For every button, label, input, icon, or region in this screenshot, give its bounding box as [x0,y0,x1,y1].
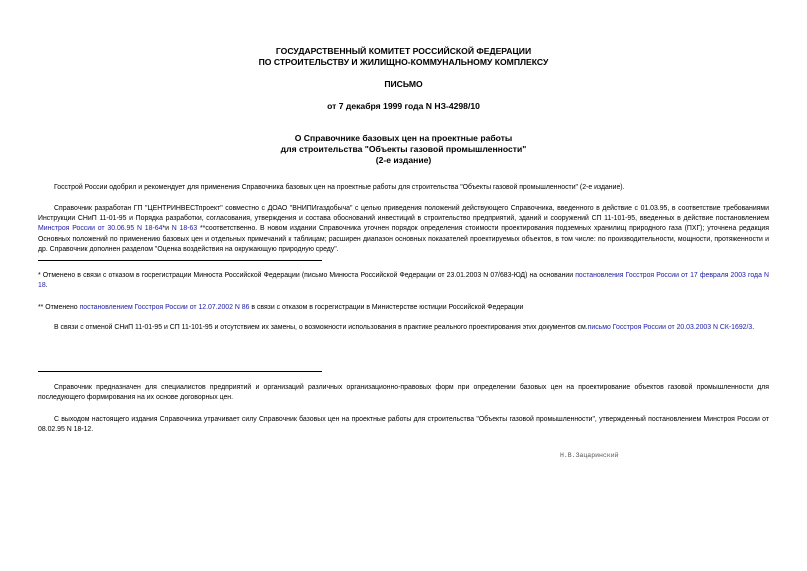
subject-line3: (2-е издание) [375,155,432,165]
link-minstroy-18-64[interactable]: Минстроя России от 30.06.95 N 18-64 [38,225,163,233]
paragraph-purpose: Справочник предназначен для специалистов предприятий и организаций различных организационно-правовых форм при определении базовых цен на проектирование объектов газовой промышленности для последующего формирования на их основе договорных цен. [38,384,769,402]
footnote-2 [38,303,769,313]
section-divider [38,371,322,372]
link-gosstroy-17-feb-2003[interactable]: постановления Госстроя России от 17 февраля 2003 года N 18 [38,272,770,290]
paragraph-snip-cancel-text-a: В связи с отменой СНиП 11-01-95 и СП 11-101-95 и отсутствием их замены, о возможности использования в практике реального проектирования этих документов см. [54,324,588,331]
footnote-1-text-b: . [45,282,48,290]
subject-line2: для строительства "Объекты газовой промышленности" [280,144,527,154]
footnote-1 [38,271,769,291]
org-name-line2: ПО СТРОИТЕЛЬСТВУ И ЖИЛИЩНО-КОММУНАЛЬНОМУ КОМПЛЕКСУ [258,57,549,67]
paragraph-snip-cancel [38,323,769,333]
paragraph-development [38,204,769,255]
link-gosstroy-12-07-2002[interactable]: постановлением Госстроя России от 12.07.2002 N 86 [79,304,250,311]
paragraph-development-text-c: **соответственно. В новом издании Справочника уточнен порядок определения стоимости проектирования подземных хранилищ природного газа (ПХГ); уточнена редакция Основных положений по применению базовых цен и отдельных примечаний к таблицам; расширен диапазон основных показателей проектируемых объектов, в том числе: по производительности, мощности, протяженности и др. Справочник дополнен разделом "Оценка воздействия на окружающую природную среду". [38,225,769,253]
footnote-2-text-a: ** Отменено [38,304,80,311]
footnote-1-text-a: * Отменено в связи с отказом в госрегистрации Минюста Российской Федерации (письмо Минюста Российской Федерации от 23.01.2003 N 07/683-ЮД) на основании [38,272,576,279]
footnote-2-text-b: в связи с отказом в госрегистрации в Министерстве юстиции Российской Федерации [249,304,524,311]
footnote-divider [38,260,322,261]
paragraph-supersede: С выходом настоящего издания Справочника утрачивает силу Справочник базовых цен на проектные работы для строительства "Объекты газовой промышленности", утвержденный постановлением Минстроя России от 08.02.95 N 18-12. [38,416,769,434]
document-date-number: от 7 декабря 1999 года N НЗ-4298/10 [327,101,480,111]
document-type: ПИСЬМО [384,79,423,89]
subject-line1: О Справочнике базовых цен на проектные работы [294,133,513,143]
link-letter-sk-1692-3[interactable]: письмо Госстроя России от 20.03.2003 N СК-1692/3 [587,324,753,331]
signature: Н.В.Зацаринский [560,452,619,459]
paragraph-development-text-b: *и [162,225,172,233]
paragraph-development-text-a: Справочник разработан ГП "ЦЕНТРИНВЕСТпроект" совместно с ДОАО "ВНИПИгаздобыча" с целью приведения положений действующего Справочника, введенного в действие с 01.03.95, в соответствие требованиями Инструкции СНиП 11-01-95 и Порядка разработки, согласования, утверждения и состава обоснований инвестиций в строительство предприятий, зданий и сооружений СП 11-101-95, введенных в действие постановлением [38,205,769,223]
link-18-63[interactable]: N 18-63 [171,225,198,233]
paragraph-approval: Госстрой России одобрил и рекомендует для применения Справочника базовых цен на проектные работы для строительства "Объекты газовой промышленности" (2-е издание). [54,184,625,191]
org-name-line1: ГОСУДАРСТВЕННЫЙ КОМИТЕТ РОССИЙСКОЙ ФЕДЕРАЦИИ [275,46,532,56]
paragraph-snip-cancel-text-b: . [752,324,755,331]
